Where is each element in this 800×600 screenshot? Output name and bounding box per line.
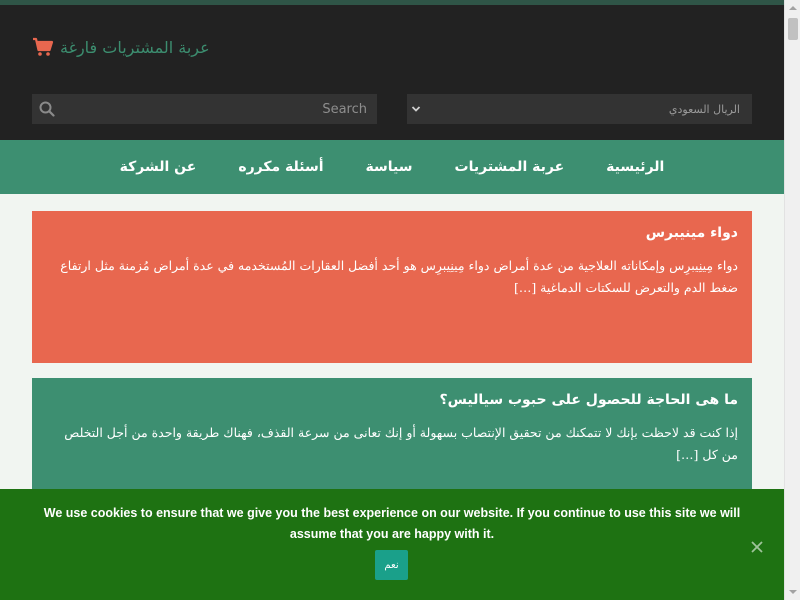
currency-selected-value: الريال السعودي [668, 102, 740, 116]
cart-link[interactable] [32, 37, 210, 57]
currency-select[interactable] [407, 94, 752, 124]
scrollbar[interactable] [784, 0, 800, 600]
nav-item-policy[interactable]: سياسة [365, 159, 413, 175]
chevron-down-icon [407, 94, 425, 124]
nav-item-faq[interactable]: أسئلة مكرره [238, 159, 324, 175]
scroll-up-arrow-icon[interactable] [785, 0, 800, 16]
post-card[interactable] [32, 378, 752, 498]
search-icon[interactable] [32, 94, 62, 124]
post-card[interactable] [32, 211, 752, 363]
post-title[interactable]: ما هى الحاجة للحصول على حبوب سياليس؟ [439, 392, 738, 408]
nav-item-cart[interactable]: عربة المشتريات [454, 159, 565, 175]
search-input[interactable] [62, 94, 377, 124]
nav-item-home[interactable]: الرئيسية [606, 159, 665, 175]
search-box [32, 94, 377, 124]
cart-icon [32, 37, 54, 57]
nav-item-about[interactable]: عن الشركة [119, 159, 197, 175]
main-nav [0, 140, 784, 194]
scroll-down-arrow-icon[interactable] [785, 584, 800, 600]
site-header [0, 5, 784, 140]
scrollbar-thumb[interactable] [788, 18, 798, 40]
cart-status-text: عربة المشتريات فارغة [60, 37, 210, 57]
close-icon[interactable] [748, 538, 766, 556]
post-excerpt: إذا كنت قد لاحظت بإنك لا تتمكنك من تحقيق الإنتصاب بسهولة أو إنك تعانى من سرعة القذف، فهناك طريقة واحدة من أجل التخلص من كل […] [64, 425, 738, 462]
cookie-message: We use cookies to ensure that we give you the best experience on our website. If you continue to use this site we will assume that you are happy with it. [43, 506, 741, 541]
post-excerpt: دواء مِينِيبرِس وإمكاناته العلاجية من عدة أمراض دواء مِينِيبرِس هو أحد أفضل العقارات المُستخدمه في عدة أمراض مُزمنة مثل ارتفاع ضغط الدم والتعرض للسكتات الدماغية […] [60, 258, 738, 295]
cookie-accept-button[interactable]: نعم [375, 550, 408, 580]
cookie-banner [0, 489, 784, 600]
post-title[interactable]: دواء مينيبرس [645, 225, 738, 241]
